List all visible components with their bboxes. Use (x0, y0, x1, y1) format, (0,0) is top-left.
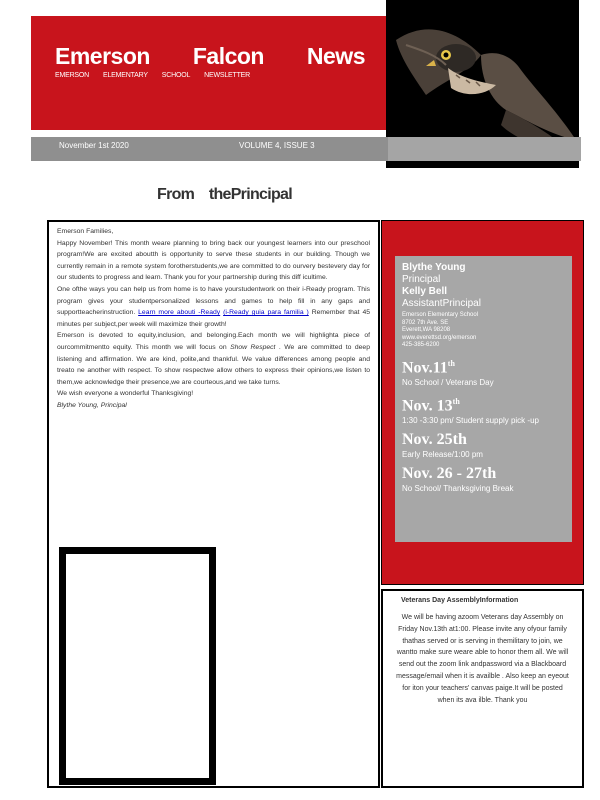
heading-word: thePrincipal (208, 186, 292, 203)
event-description: No School/ Thanksgiving Break (402, 484, 514, 494)
section-heading (157, 186, 292, 204)
letter-signature: Blythe Young, Principal (57, 401, 127, 409)
principal-role: Principal (402, 274, 441, 285)
title-word: News (306, 43, 365, 69)
event-date-suffix: th (447, 358, 455, 368)
letter-paragraph (57, 330, 370, 388)
assistant-name: Kelly Bell (402, 286, 448, 297)
calendar-sidebar (381, 220, 584, 585)
newsletter-subtitle (55, 72, 250, 79)
paragraph-text: . We are committed to deep listening and affirmation. We are kind, polite,and thankful. We value differences among people and treato ne another with respect. To show respectwe allow others to express their opinions,we listen to them,we acknowledge their presence,we are courteous,and we take turns. (57, 343, 370, 386)
letter-closing: We wish everyone a wonderful Thanksgiving! (57, 390, 194, 398)
address-line: 8702 7th Ave. SE (402, 319, 449, 326)
title-word: Emerson (55, 43, 150, 69)
paragraph-text: Emerson is devoted to equity,inclusion, and belonging.Each month we will highlighta piece of ourcommitmentto equity. This month we will focus on (57, 332, 370, 351)
event-date-text: Nov. 13 (402, 397, 453, 415)
event-date-suffix: th (452, 396, 460, 406)
principal-letter (47, 220, 380, 788)
address-line: Emerson Elementary School (402, 312, 479, 318)
iready-guide-link[interactable]: (i-Ready guia para familia ) (223, 309, 309, 317)
calendar-panel (395, 256, 572, 542)
info-bar-strip (388, 137, 581, 161)
subtitle-word: ELEMENTARY (102, 72, 148, 79)
masthead (31, 16, 388, 130)
event-date (402, 354, 565, 378)
veterans-title: Veterans Day AssemblyInformation (401, 597, 519, 604)
event-date: Nov. 26 - 27th (402, 465, 497, 483)
veterans-body: We will be having azoom Veterans day Assembly on Friday Nov.13th at1:00. Please invite any ofyour family thathas served or is serving in themilitary to join, we wantto make sure weare able to honor them all. We will send out the zoom link andpassword via a Blackboard message/email when it is availble . Also keep an eyeout for iton your teachers' canvas paige.It will be posted when its ava ilble. Thank you (396, 614, 569, 704)
address-line: Everett,WA 98208 (402, 327, 451, 333)
assistant-role: AssistantPrincipal (402, 298, 481, 309)
subtitle-word: EMERSON (55, 72, 89, 79)
event-date-text: Nov.11 (402, 358, 448, 376)
paragraph-text: Remember that 45 minutes per subject,per week will maximize their growth! (57, 309, 371, 328)
issue-date: November 1st 2020 (59, 141, 129, 150)
letter-paragraph: Happy November! This month weare planning to bring back our youngest learners into our preschool program!We are excited aboutth is opportunity to serve these students in our building. Though we currently remain in a remote system forotherstudents,we are committed to do ourvery bestevery day for our students to progress and learn. Thank you for your partnership during this diff icultime. (57, 239, 370, 282)
newsletter-title (55, 43, 365, 70)
veterans-assembly-box (381, 589, 584, 788)
photo-placeholder (59, 547, 216, 785)
letter-paragraph (57, 284, 370, 330)
event-description: 1:30 -3:30 pm/ Student supply pick -up (402, 416, 539, 426)
event-date (402, 392, 565, 416)
school-website: www.everettsd.org/emerson (402, 334, 477, 341)
event-description: Early Release/1:00 pm (402, 450, 483, 460)
letter-body (49, 222, 378, 412)
event-description: No School / Veterans Day (402, 377, 494, 387)
school-phone: 425-385-6200 (402, 342, 440, 348)
issue-volume: VOLUME 4, ISSUE 3 (239, 141, 315, 150)
iready-learn-more-link[interactable]: Learn more abouti -Ready (138, 309, 221, 317)
school-address (402, 312, 565, 350)
paragraph-text: One ofthe ways you can help us from home is to have yourstudentwork on their i-Ready program. This program gives your studentpersonalized lessons and games to help fill in any gaps and supportteacherinstruction. (57, 285, 370, 317)
letter-greeting: Emerson Families, (57, 228, 114, 235)
event-date: Nov. 25th (402, 431, 467, 449)
subtitle-word: SCHOOL (161, 72, 191, 79)
subtitle-word: NEWSLETTER (204, 72, 250, 79)
issue-info-bar (31, 137, 388, 161)
emphasis-text: Show Respect (230, 343, 276, 351)
title-word: Falcon (192, 43, 264, 69)
heading-word: From (157, 186, 195, 203)
principal-name: Blythe Young (402, 262, 466, 273)
